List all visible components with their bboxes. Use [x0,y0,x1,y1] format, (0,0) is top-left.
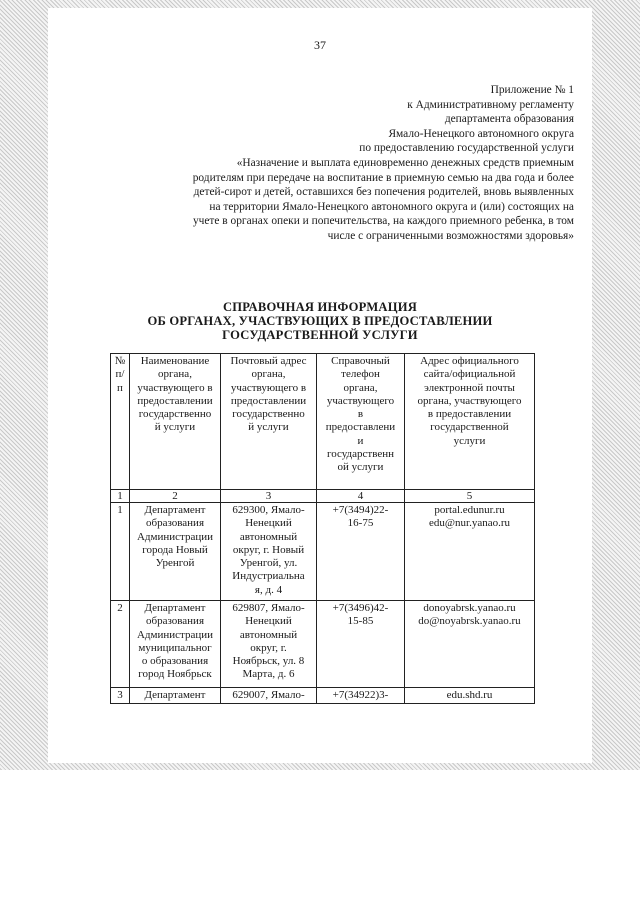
appendix-line: Приложение № 1 [490,84,574,96]
table-row [111,688,535,704]
cell-website: edu.shd.ru [405,688,535,704]
document-page [48,8,592,763]
info-table [110,353,535,704]
header-cell-website: Адрес официального сайта/официальной электронной почты органа, участвующего в предоставлении государственной услуги [405,354,535,490]
appendix-line: числе с ограниченными возможностями здоровья» [327,229,574,242]
header-cell-phone: Справочный телефон органа, участвующего в предоставлени и государственн ой услуги [317,354,405,490]
appendix-line: по предоставлению государственной услуги [359,142,574,155]
appendix-line: Ямало-Ненецкого автономного округа [388,127,574,140]
column-number: 2 [130,490,221,503]
header-cell-number: № п/ п [111,354,130,490]
cell-name: Департамент [130,688,221,704]
cell-phone: +7(34922)3- [317,688,405,704]
cell-phone: +7(3494)22- 16-75 [317,503,405,601]
appendix-line: департамента образования [444,113,574,126]
column-number: 3 [221,490,317,503]
page-number: 37 [314,38,326,52]
cell-address: 629007, Ямало- [221,688,317,704]
appendix-line: учете в органах опеки и попечительства, на каждого приемного ребенка, в том [192,215,574,228]
appendix-line: на территории Ямало-Ненецкого автономного округа и (или) состоящих на [209,200,574,213]
column-number-row [111,490,535,503]
document-title [48,300,592,343]
appendix-line: к Административному регламенту [407,98,574,111]
title-line: СПРАВОЧНАЯ ИНФОРМАЦИЯ [222,300,417,314]
table-row [111,601,535,688]
header-cell-address: Почтовый адрес органа, участвующего в предоставлении государственно й услуги [221,354,317,490]
appendix-line: «Назначение и выплата единовременно денежных средств приемным [236,156,574,169]
appendix-header [134,83,574,244]
cell-address: 629300, Ямало- Ненецкий автономный округ, г. Новый Уренгой, ул. Индустриальна я, д. 4 [221,503,317,601]
cell-phone: +7(3496)42- 15-85 [317,601,405,688]
cell-address: 629807, Ямало- Ненецкий автономный округ, г. Ноябрьск, ул. 8 Марта, д. 6 [221,601,317,688]
column-number: 5 [405,490,535,503]
table-header-row [111,354,535,490]
header-cell-name: Наименование органа, участвующего в предоставлении государственно й услуги [130,354,221,490]
cell-number: 2 [111,601,130,688]
appendix-line: детей-сирот и детей, оставшихся без попечения родителей, вновь выявленных [193,186,574,199]
title-line: ГОСУДАРСТВЕННОЙ УСЛУГИ [222,328,418,343]
column-number: 1 [111,490,130,503]
table-row [111,503,535,601]
cell-website: donoyabrsk.yanao.ru do@noyabrsk.yanao.ru [405,601,535,688]
cell-name: Департамент образования Администрации муниципальног о образования город Ноябрьск [130,601,221,688]
appendix-line: родителям при передаче на воспитание в приемную семью на два года и более [192,171,574,184]
title-line: ОБ ОРГАНАХ, УЧАСТВУЮЩИХ В ПРЕДОСТАВЛЕНИИ [147,314,493,329]
cell-number: 1 [111,503,130,601]
cell-number: 3 [111,688,130,704]
column-number: 4 [317,490,405,503]
cell-name: Департамент образования Администрации города Новый Уренгой [130,503,221,601]
bottom-margin [0,770,640,905]
cell-website: portal.edunur.ru edu@nur.yanao.ru [405,503,535,601]
